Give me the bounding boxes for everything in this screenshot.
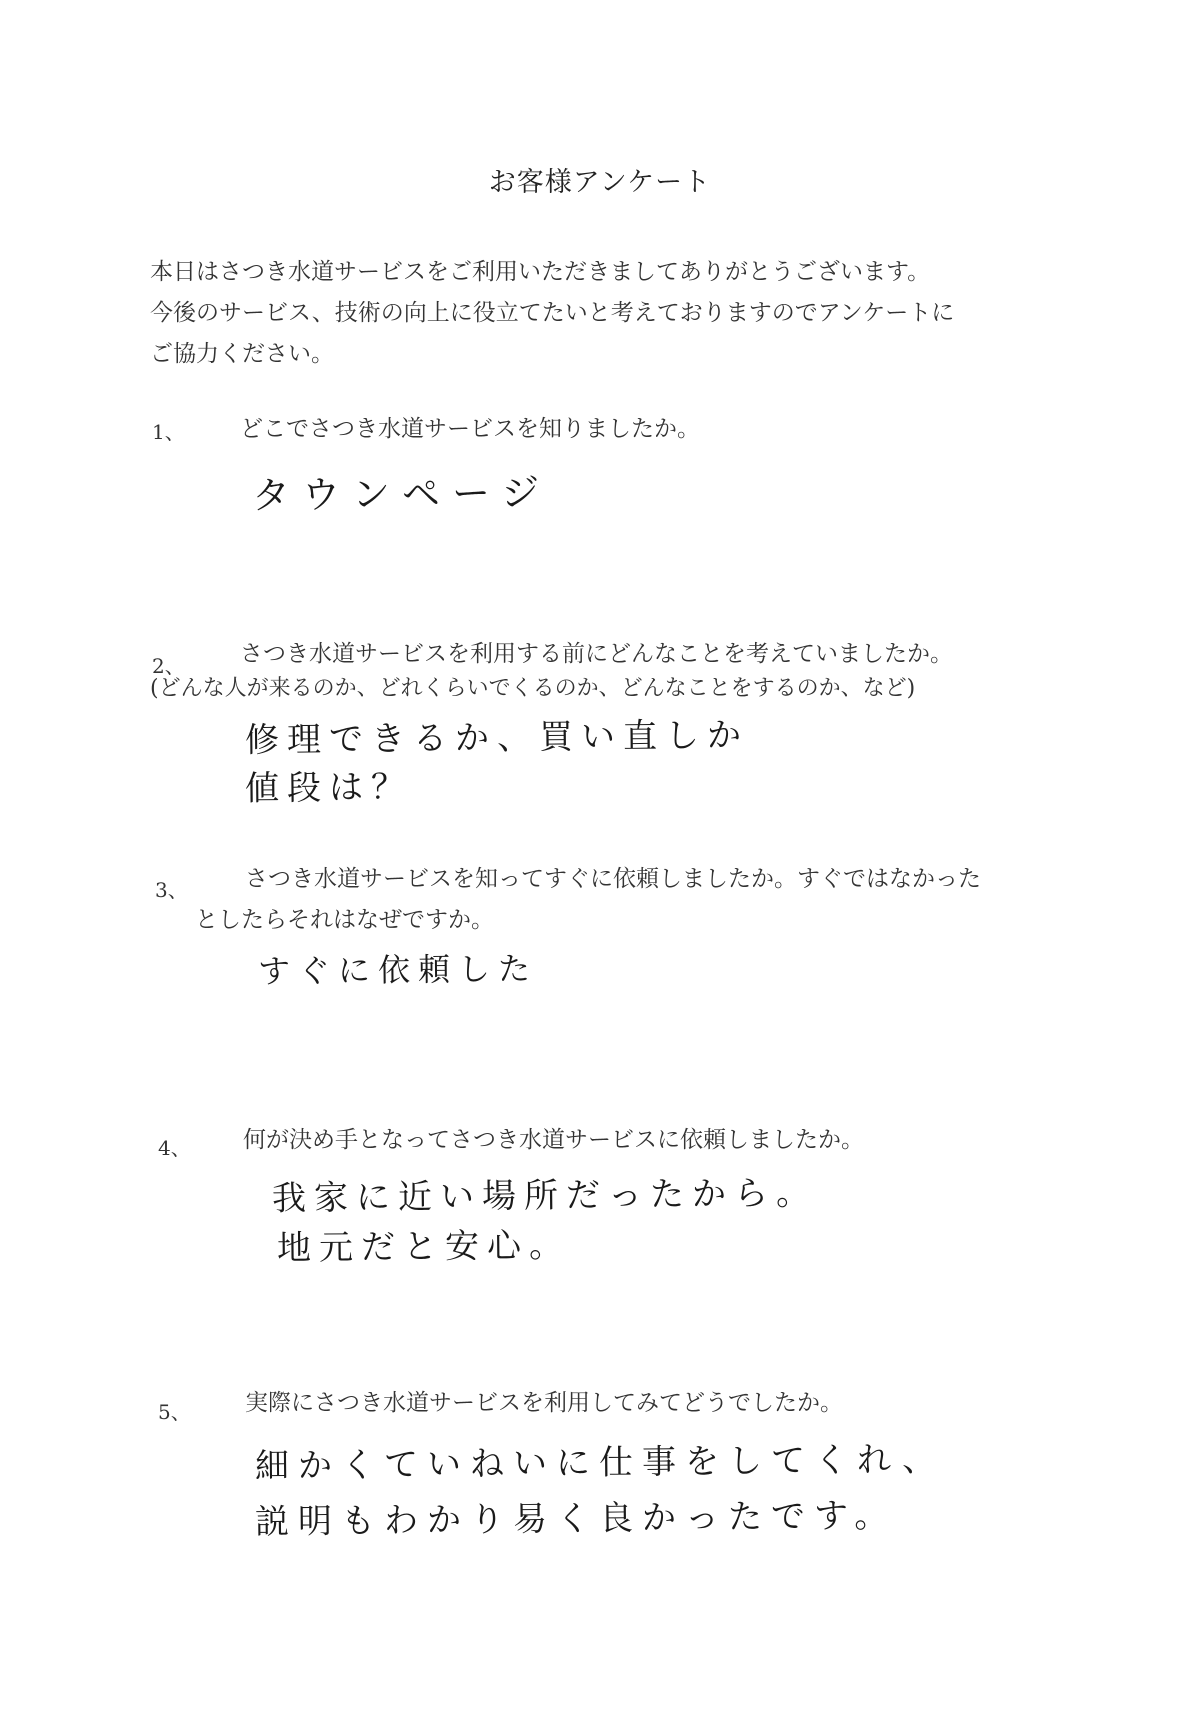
handwritten-answer: 値段は？ bbox=[244, 767, 414, 809]
handwritten-answer: 細かくていねいに仕事をしてくれ、 bbox=[254, 1439, 946, 1487]
handwritten-answer: タウンページ bbox=[251, 470, 552, 518]
question-number: 1、 bbox=[152, 420, 185, 444]
handwritten-answer: 我家に近い場所だったから。 bbox=[271, 1173, 819, 1219]
question-text: 実際にさつき水道サービスを利用してみてどうでしたか。 bbox=[245, 1390, 843, 1416]
intro-line: ご協力ください。 bbox=[150, 341, 334, 367]
handwritten-answer: 地元だと安心。 bbox=[276, 1225, 572, 1269]
question-text: さつき水道サービスを知ってすぐに依頼しましたか。すぐではなかった bbox=[245, 866, 981, 892]
intro-line: 本日はさつき水道サービスをご利用いただきましてありがとうございます。 bbox=[150, 259, 931, 285]
handwritten-answer: 修理できるか、買い直しか bbox=[244, 715, 750, 761]
question-text: 何が決め手となってさつき水道サービスに依頼しましたか。 bbox=[243, 1127, 864, 1153]
question-number: 2、 bbox=[152, 654, 185, 678]
intro-line: 今後のサービス、技術の向上に役立てたいと考えておりますのでアンケートに bbox=[150, 300, 955, 326]
question-text: さつき水道サービスを利用する前にどんなことを考えていましたか。 bbox=[240, 641, 953, 667]
intro-text bbox=[150, 252, 1050, 375]
handwritten-answer: すぐに依頼した bbox=[257, 949, 539, 991]
handwritten-answer: 説明もわかり易く良かったです。 bbox=[254, 1495, 898, 1543]
question-number: 5、 bbox=[158, 1400, 191, 1424]
question-text: としたらそれはなぜですか。 bbox=[195, 907, 494, 933]
page-title: お客様アンケート bbox=[488, 167, 712, 198]
question-subtext: (どんな人が来るのか、どれくらいでくるのか、どんなことをするのか、など) bbox=[150, 676, 916, 701]
question-text: どこでさつき水道サービスを知りましたか。 bbox=[240, 416, 700, 442]
question-number: 3、 bbox=[155, 878, 188, 902]
question-number: 4、 bbox=[158, 1136, 191, 1160]
